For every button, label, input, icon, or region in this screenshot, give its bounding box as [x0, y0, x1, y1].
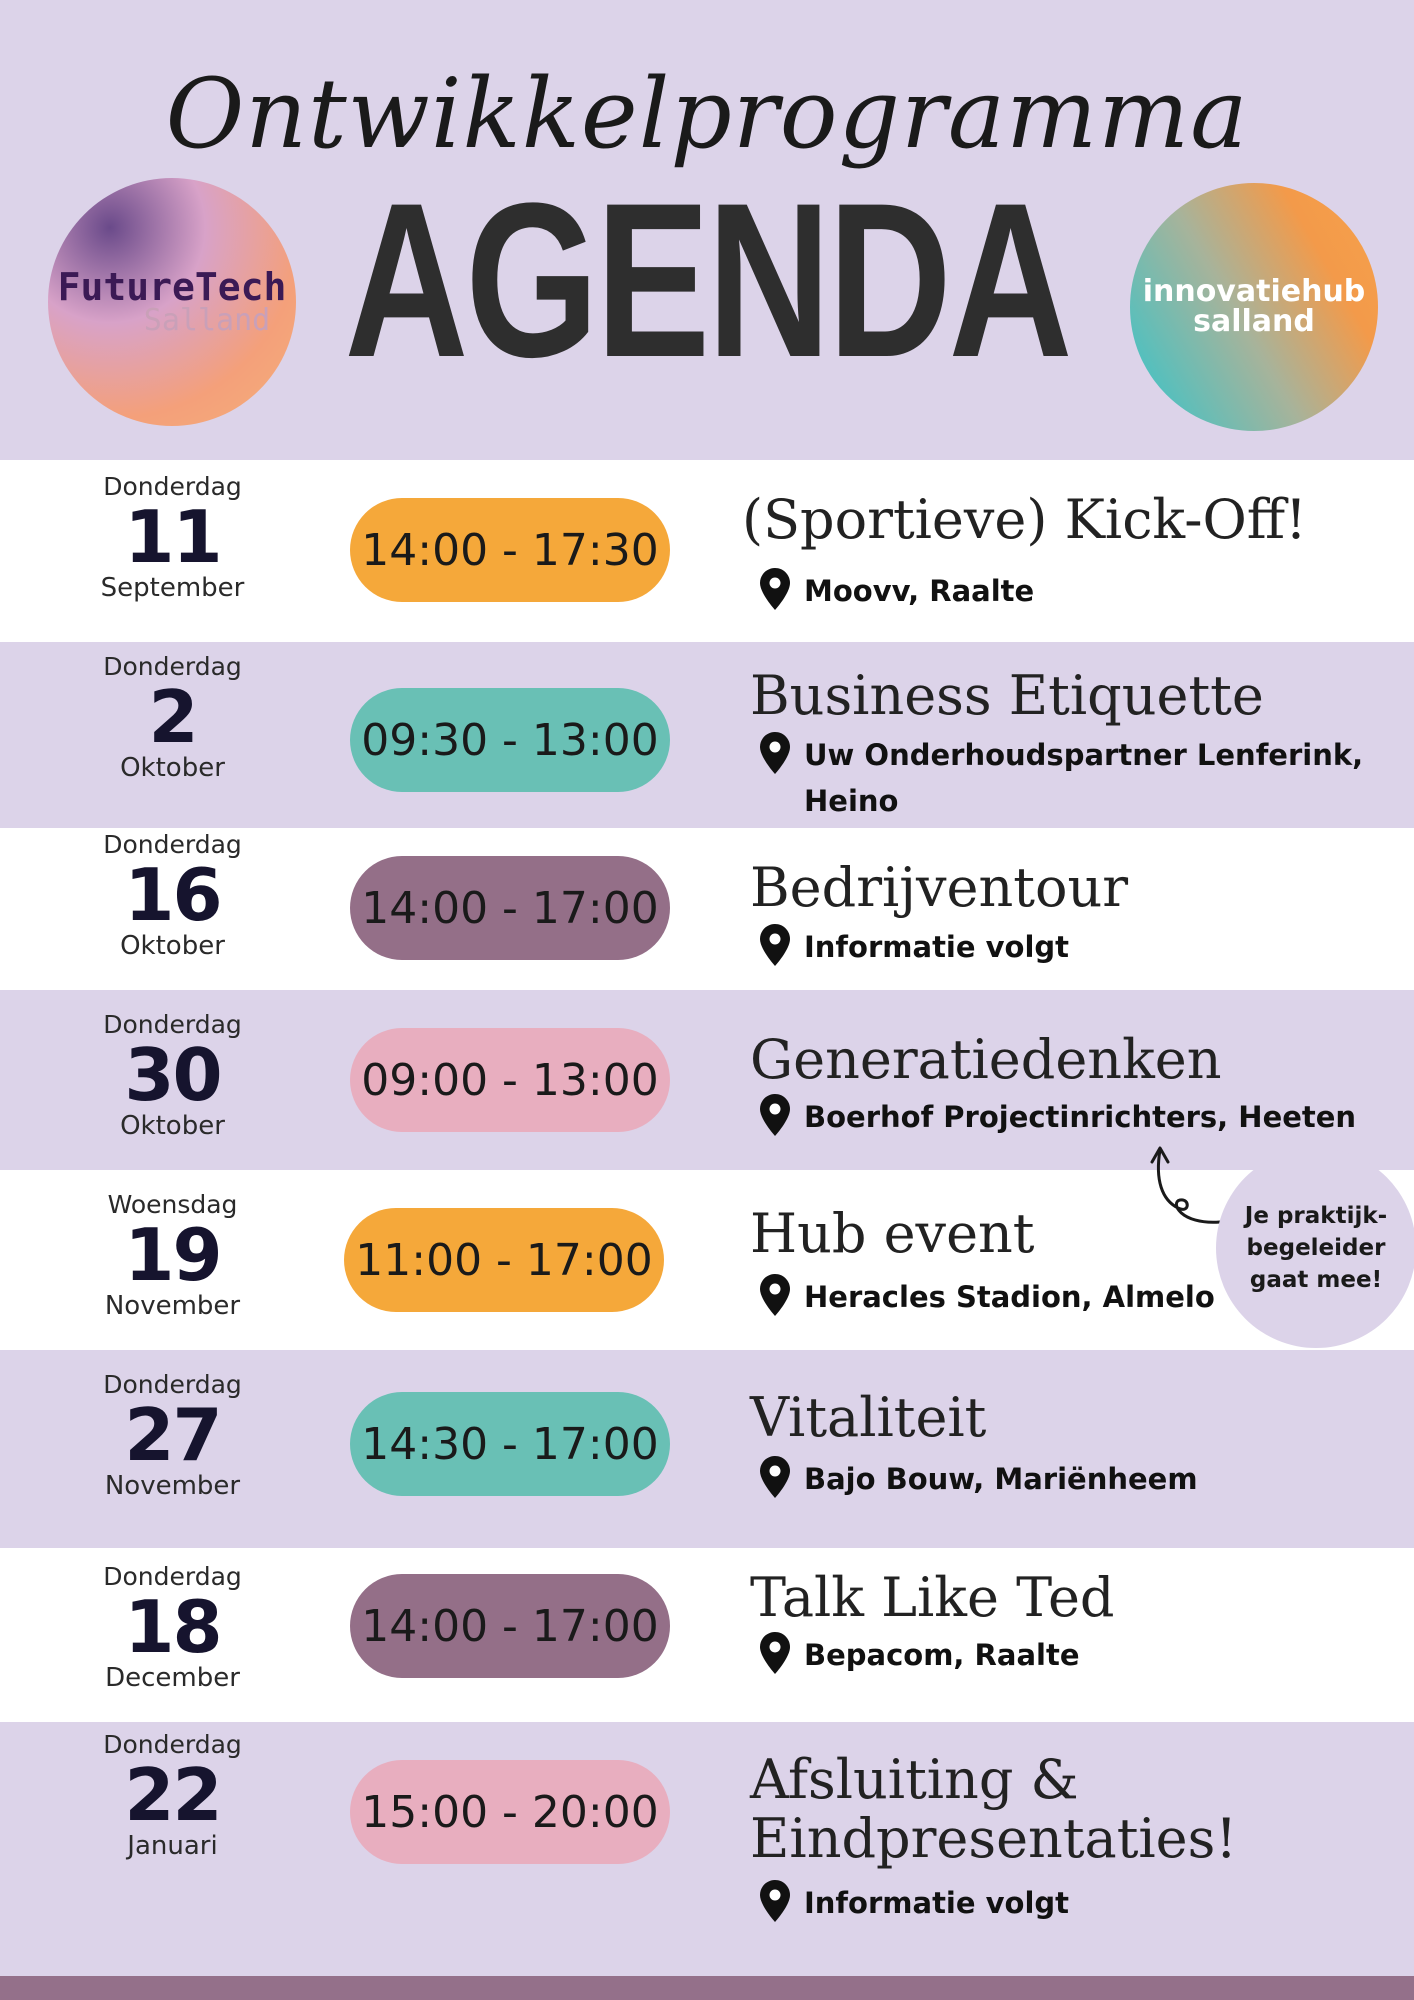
event-row: [0, 1722, 1414, 1976]
innovatiehub-logo-text: innovatiehub: [1142, 274, 1366, 309]
event-title: (Sportieve) Kick-Off!: [742, 488, 1307, 551]
event-month: Oktober: [120, 931, 225, 961]
location-pin-icon: [760, 1094, 790, 1136]
event-date: [60, 652, 285, 783]
futuretech-logo: [48, 178, 296, 426]
event-location: [760, 1094, 1356, 1140]
event-location-text: Moovv, Raalte: [804, 574, 1035, 608]
event-month: Oktober: [120, 753, 225, 783]
event-month: Oktober: [120, 1111, 225, 1141]
event-row: [0, 642, 1414, 828]
event-row: [0, 1548, 1414, 1722]
event-location: [760, 1456, 1198, 1502]
event-month: November: [104, 1291, 241, 1321]
bottom-bar: [0, 1976, 1414, 2000]
event-title: Vitaliteit: [750, 1386, 987, 1449]
event-time-pill: 14:00 - 17:30: [350, 498, 670, 602]
event-month: September: [100, 573, 245, 603]
page-title: AGENDA: [344, 157, 1070, 403]
event-day: 22: [124, 1753, 221, 1837]
event-weekday: Donderdag: [103, 830, 242, 859]
event-weekday: Donderdag: [103, 652, 242, 681]
event-title: Bedrijventour: [750, 856, 1129, 919]
event-month: November: [104, 1471, 241, 1501]
event-location: [760, 1880, 1069, 1926]
event-month: December: [105, 1663, 240, 1693]
event-location: [760, 1274, 1215, 1320]
event-date: [60, 830, 285, 961]
event-weekday: Donderdag: [103, 1010, 242, 1039]
event-location: [760, 924, 1069, 970]
location-pin-icon: [760, 1456, 790, 1498]
event-date: [60, 1190, 285, 1321]
location-pin-icon: [760, 568, 790, 610]
event-weekday: Donderdag: [103, 472, 242, 501]
event-location: [760, 568, 1034, 614]
event-day: 2: [148, 675, 197, 759]
event-time-pill: 11:00 - 17:00: [344, 1208, 664, 1312]
event-time-pill: 14:00 - 17:00: [350, 856, 670, 960]
event-title: Afsluiting & Eindpresentaties!: [750, 1748, 1238, 1871]
event-title: Generatiedenken: [750, 1028, 1222, 1091]
event-location-text: Informatie volgt: [804, 930, 1070, 964]
event-weekday: Woensdag: [107, 1190, 238, 1219]
event-time-pill: 14:00 - 17:00: [350, 1574, 670, 1678]
event-date: [60, 1730, 285, 1861]
event-row: [0, 460, 1414, 642]
event-day: 18: [124, 1585, 221, 1669]
event-row: [0, 828, 1414, 990]
event-location: [760, 732, 1363, 824]
event-location-text: Uw Onderhoudspartner Lenferink, Heino: [804, 738, 1364, 818]
event-day: 16: [124, 853, 221, 937]
event-time-pill: 14:30 - 17:00: [350, 1392, 670, 1496]
event-row: [0, 1350, 1414, 1548]
futuretech-logo-text: FutureTech: [57, 265, 287, 309]
location-pin-icon: [760, 1632, 790, 1674]
location-pin-icon: [760, 1880, 790, 1922]
event-weekday: Donderdag: [103, 1730, 242, 1759]
event-location-text: Informatie volgt: [804, 1886, 1070, 1920]
location-pin-icon: [760, 732, 790, 774]
event-weekday: Donderdag: [103, 1370, 242, 1399]
event-date: [60, 1010, 285, 1141]
page-subtitle: Ontwikkelprogramma: [165, 58, 1249, 170]
event-day: 11: [124, 495, 221, 579]
event-time-pill: 09:00 - 13:00: [350, 1028, 670, 1132]
event-month: Januari: [127, 1831, 218, 1861]
event-location-text: Heracles Stadion, Almelo: [804, 1280, 1215, 1314]
event-title: Talk Like Ted: [750, 1566, 1115, 1629]
innovatiehub-logo-sub: salland: [1193, 304, 1315, 339]
event-date: [60, 1562, 285, 1693]
innovatiehub-logo: [1130, 183, 1378, 431]
event-weekday: Donderdag: [103, 1562, 242, 1591]
praktijkbegeleider-badge: [1216, 1148, 1414, 1348]
event-location-text: Bepacom, Raalte: [804, 1638, 1080, 1672]
event-time-pill: 09:30 - 13:00: [350, 688, 670, 792]
header: [0, 0, 1414, 460]
event-date: [60, 1370, 285, 1501]
event-location: [760, 1632, 1080, 1678]
event-location-text: Boerhof Projectinrichters, Heeten: [804, 1100, 1357, 1134]
event-time-pill: 15:00 - 20:00: [350, 1760, 670, 1864]
event-day: 30: [124, 1033, 221, 1117]
location-pin-icon: [760, 1274, 790, 1316]
event-title: Hub event: [750, 1202, 1035, 1265]
event-day: 19: [124, 1213, 221, 1297]
badge-text: Je praktijk-begeleider gaat mee!: [1244, 1202, 1388, 1294]
event-day: 27: [124, 1393, 221, 1477]
futuretech-logo-sub: Salland: [143, 303, 271, 338]
event-date: [60, 472, 285, 603]
location-pin-icon: [760, 924, 790, 966]
event-title: Business Etiquette: [750, 664, 1264, 727]
event-location-text: Bajo Bouw, Mariënheem: [804, 1462, 1198, 1496]
